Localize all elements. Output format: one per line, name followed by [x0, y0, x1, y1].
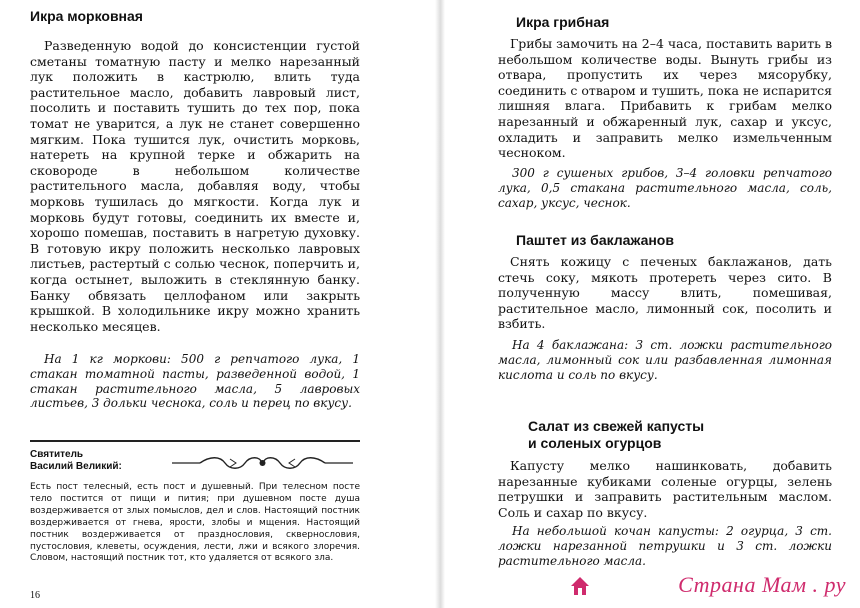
- recipe-text-mushroom-caviar: Грибы замочить на 2–4 часа, поставить варить в небольшом количестве воды. Вынуть грибы из отвара, пропустить их через мясорубку, соединить с отваром и тушить, пока не испарится лишняя влага. Прибавить к грибам мелко нарезанный и обжаренный лук, сахар и уксус, охладить и заправить мелко измельченным чесноком.: [498, 36, 832, 161]
- recipe-title-cabbage-salad-line1: Салат из свежей капусты: [528, 418, 705, 434]
- section-divider: [30, 440, 360, 442]
- recipe-text-eggplant-pate: Снять кожицу с печеных баклажанов, дать стечь соку, мякоть протереть через сито. В полученную массу влить, помешивая, растительное масло, лимонный сок, посолить и взбить.: [498, 254, 832, 332]
- saint-quote-text: Есть пост телесный, есть пост и душевный. При телесном посте тело постится от пищи и пития; при душевном посте душа воздерживается от злых помыслов, дел и слов. Настоящий постник воздерживается от гнева, ярости, злобы и мщения. Настоящий постник воздерживается от празднословия, сквернословия, пустословия, клеветы, осуждения, лести, лжи и всякого злоречия. Словом, настоящий постник тот, кто удаляется от всякого зла.: [30, 482, 360, 564]
- recipe-title-mushroom-caviar: Икра грибная: [516, 14, 610, 30]
- page-number: 16: [30, 590, 40, 601]
- recipe-title-cabbage-salad-line2: и соленых огурцов: [528, 435, 662, 451]
- house-logo-icon: [568, 574, 592, 598]
- page-gutter: [435, 0, 445, 608]
- saint-name-line1: Святитель: [30, 449, 84, 460]
- recipe-title-eggplant-pate: Паштет из баклажанов: [516, 232, 674, 248]
- recipe-text-carrot-caviar: Разведенную водой до консистенции густой сметаны томатную пасту и мелко нарезанный лук положить в кастрюлю, влить туда растительное масло, добавить лавровый лист, посолить и поставить тушить до тех пор, пока томат не уварится, а лук не станет совершенно мягким. Пока тушится лук, очистить морковь, натереть на крупной терке и обжарить на сковороде в небольшом количестве растительного масла, добавляя воду, чтобы морковь тушилась до мягкости. Когда лук и морковь будут готовы, соединить их вместе и, хорошо помешав, поставить в нагретую духовку. В готовую икру положить несколько лавровых листьев, растертый с солью чеснок, поперчить и, когда остынет, выложить в стеклянную банку. Банку обвязать целлофаном или закрыть крышкой. В холодильнике икру можно хранить несколько месяцев.: [30, 38, 360, 334]
- recipe-ingredients-eggplant-pate: На 4 баклажана: 3 ст. ложки растительного масла, лимонный сок или разбавленная лимонная кислота и соль по вкусу.: [498, 338, 832, 382]
- saint-name-line2: Василий Великий:: [30, 461, 122, 472]
- recipe-ingredients-mushroom-caviar: 300 г сушеных грибов, 3–4 головки репчатого лука, 0,5 стакана растительного масла, соль, сахар, уксус, чеснок.: [498, 166, 832, 210]
- recipe-title-carrot-caviar: Икра морковная: [30, 8, 143, 24]
- recipe-ingredients-cabbage-salad: На небольшой кочан капусты: 2 огурца, 3 ст. ложки нарезанной петрушки и 3 ст. ложки растительного масла.: [498, 524, 832, 568]
- watermark-text: Страна Мам . ру: [678, 572, 846, 597]
- ornament-flourish-icon: [170, 455, 355, 471]
- recipe-ingredients-carrot-caviar: На 1 кг моркови: 500 г репчатого лука, 1 стакан томатной пасты, разведенной водой, 1 стакан растительного масла, 5 лавровых листьев, 3 дольки чеснока, соль и перец по вкусу.: [30, 352, 360, 411]
- recipe-text-cabbage-salad: Капусту мелко нашинковать, добавить нарезанные кубиками соленые огурцы, зелень петрушки и заправить растительным маслом. Соль и сахар по вкусу.: [498, 458, 832, 520]
- saint-quote-box: [30, 449, 360, 565]
